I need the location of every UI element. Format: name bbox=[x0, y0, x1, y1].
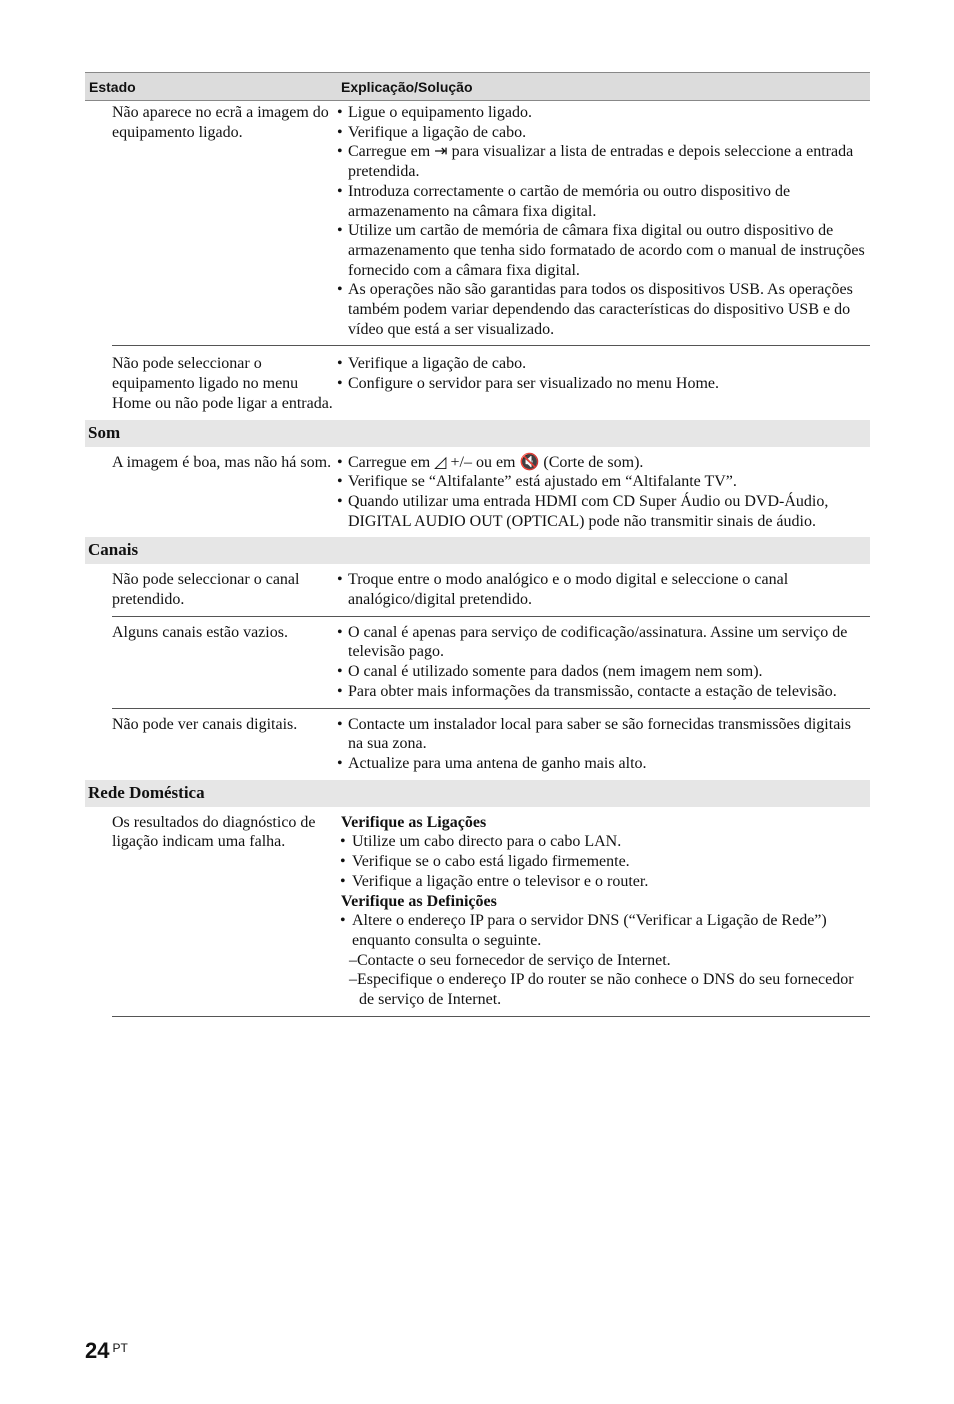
section-rede-domestica: Rede Doméstica bbox=[85, 780, 870, 807]
section-som: Som bbox=[85, 420, 870, 447]
row-state: Não pode seleccionar o canal pretendido. bbox=[112, 571, 300, 609]
list-item: • Verifique a ligação de cabo. bbox=[337, 123, 870, 143]
subheading-definicoes: Verifique as Definições bbox=[341, 892, 497, 910]
page-number-value: 24 bbox=[85, 1338, 110, 1363]
header-explicacao: Explicação/Solução bbox=[341, 78, 473, 95]
list-item: • As operações não são garantidas para todos os dispositivos USB. As operações também podem variar dependendo das características do dispositivo USB e do vídeo que está a ser visualizado. bbox=[337, 280, 870, 339]
row-state: Os resultados do diagnóstico de ligação indicam uma falha. bbox=[112, 813, 316, 851]
list-item: • Ligue o equipamento ligado. bbox=[337, 103, 870, 123]
table-row bbox=[112, 709, 870, 780]
list-item: • Carregue em ⇥ para visualizar a lista de entradas e depois seleccione a entrada pretendida. bbox=[337, 142, 870, 181]
list-item: • O canal é apenas para serviço de codificação/assinatura. Assine um serviço de televisão pago. bbox=[337, 623, 870, 662]
list-item: • Verifique se o cabo está ligado firmemente. bbox=[337, 852, 870, 872]
row-solution-list bbox=[337, 453, 870, 532]
row-solution-list bbox=[337, 623, 870, 702]
list-item: • Quando utilizar uma entrada HDMI com CD Super Áudio ou DVD-Áudio, DIGITAL AUDIO OUT (OPTICAL) pode não transmitir sinais de áudio. bbox=[337, 492, 870, 531]
table-row bbox=[112, 564, 870, 616]
page-number bbox=[85, 1338, 128, 1364]
list-item: • Configure o servidor para ser visualizado no menu Home. bbox=[337, 374, 870, 394]
table-row bbox=[112, 617, 870, 709]
list-item: • Carregue em ◿ +/– ou em 🔇 (Corte de som). bbox=[337, 453, 870, 473]
row-solution-list bbox=[337, 715, 870, 774]
table-row bbox=[112, 447, 870, 538]
troubleshooting-table bbox=[85, 72, 870, 1017]
dash-item: –Especifique o endereço IP do router se não conhece o DNS do seu fornecedor de serviço de Internet. bbox=[349, 971, 854, 1009]
subheading-ligacoes: Verifique as Ligações bbox=[341, 813, 487, 831]
list-item: • Verifique a ligação entre o televisor e o router. bbox=[337, 872, 870, 892]
list-item: • Altere o endereço IP para o servidor DNS (“Verificar a Ligação de Rede”) enquanto consulta o seguinte. bbox=[337, 911, 870, 950]
page-language: PT bbox=[112, 1341, 128, 1355]
table-row bbox=[112, 101, 870, 346]
row-state: Não pode seleccionar o equipamento ligado no menu Home ou não pode ligar a entrada. bbox=[112, 355, 333, 412]
list-item: • O canal é utilizado somente para dados (nem imagem nem som). bbox=[337, 662, 870, 682]
row-solution-list bbox=[337, 911, 870, 950]
table-row bbox=[112, 346, 870, 419]
list-item: • Verifique se “Altifalante” está ajustado em “Altifalante TV”. bbox=[337, 472, 870, 492]
row-solution-list bbox=[337, 832, 870, 891]
list-item: • Utilize um cartão de memória de câmara fixa digital ou outro dispositivo de armazenamento que tenha sido formatado de acordo com o manual de instruções fornecido com a câmara fixa digital. bbox=[337, 221, 870, 280]
row-state: Não pode ver canais digitais. bbox=[112, 715, 298, 733]
list-item: • Introduza correctamente o cartão de memória ou outro dispositivo de armazenamento na câmara fixa digital. bbox=[337, 182, 870, 221]
row-state: A imagem é boa, mas não há som. bbox=[112, 453, 332, 471]
row-solution-list bbox=[337, 103, 870, 339]
section-canais: Canais bbox=[85, 537, 870, 564]
dash-item: –Contacte o seu fornecedor de serviço de Internet. bbox=[349, 951, 671, 969]
table-row bbox=[112, 807, 870, 1017]
header-estado: Estado bbox=[89, 78, 136, 95]
row-solution bbox=[337, 813, 870, 1010]
list-item: • Contacte um instalador local para saber se são fornecidas transmissões digitais na sua zona. bbox=[337, 715, 870, 754]
row-state: Não aparece no ecrã a imagem do equipamento ligado. bbox=[112, 104, 329, 141]
list-item: • Troque entre o modo analógico e o modo digital e seleccione o canal analógico/digital pretendido. bbox=[337, 570, 870, 609]
list-item: • Para obter mais informações da transmissão, contacte a estação de televisão. bbox=[337, 682, 870, 702]
table-header bbox=[85, 72, 870, 101]
list-item: • Actualize para uma antena de ganho mais alto. bbox=[337, 754, 870, 774]
row-solution-list bbox=[337, 354, 870, 413]
list-item: • Verifique a ligação de cabo. bbox=[337, 354, 870, 374]
row-solution-list bbox=[337, 570, 870, 609]
row-state: Alguns canais estão vazios. bbox=[112, 623, 288, 641]
list-item: • Utilize um cabo directo para o cabo LAN. bbox=[337, 832, 870, 852]
